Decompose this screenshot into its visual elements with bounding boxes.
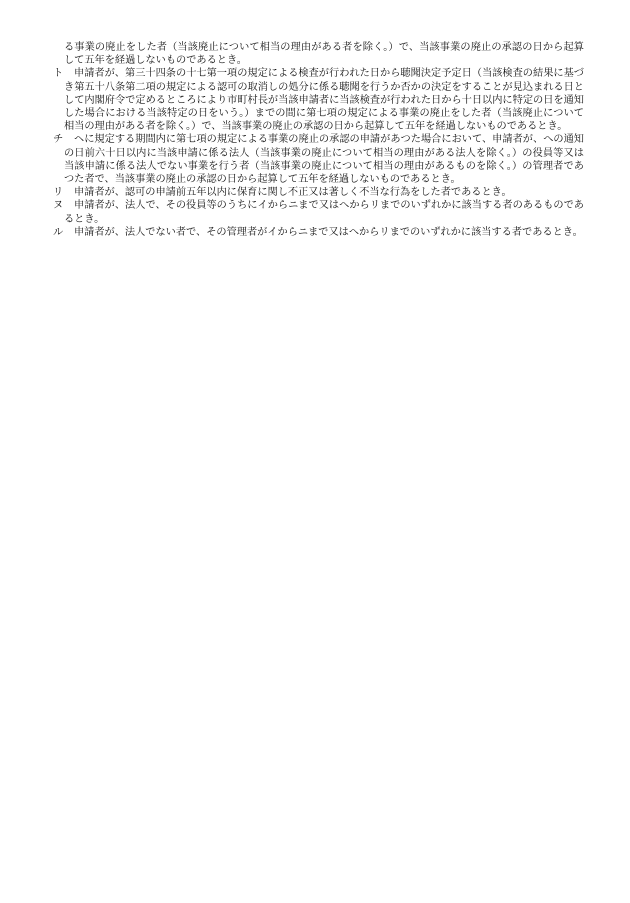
clause-text: ヘに規定する期間内に第七項の規定による事業の廃止の承認の申請があつた場合において、申請者が、への通知の日前六十日以内に当該申請に係る法人（当該事業の廃止について相当の理由がある法人を除く。）の役員等又は当該申請に係る法人でない事業を行う者（当該事業の廃止について相当の理由があるものを除く。）の管理者であつた者で、当該事業の廃止の承認の日から起算して五年を経過しないものであるとき。 bbox=[64, 134, 584, 186]
clause-text: 申請者が、法人で、その役員等のうちにイからニまで又はへからリまでのいずれかに該当する者のあるものであるとき。 bbox=[64, 200, 584, 225]
clause-text: 申請者が、認可の申請前五年以内に保育に関し不正又は著しく不当な行為をした者であるとき。 bbox=[74, 187, 512, 199]
clause-marker: ト bbox=[53, 68, 64, 80]
clause-continuation bbox=[53, 41, 584, 67]
clause-ri bbox=[53, 186, 584, 199]
clause-marker: リ bbox=[53, 187, 64, 199]
clause-chi bbox=[53, 133, 584, 186]
clause-to bbox=[53, 67, 584, 133]
clause-nu bbox=[53, 199, 584, 225]
clause-marker: ヌ bbox=[53, 200, 64, 212]
clause-marker: ル bbox=[53, 226, 64, 238]
clause-text: る事業の廃止をした者（当該廃止について相当の理由がある者を除く。）で、当該事業の廃止の承認の日から起算して五年を経過しないものであるとき。 bbox=[64, 42, 584, 67]
clause-text: 申請者が、第三十四条の十七第一項の規定による検査が行われた日から聴聞決定予定日（当該検査の結果に基づき第五十八条第二項の規定による認可の取消しの処分に係る聴聞を行うか否かの決定をすることが見込まれる日として内閣府令で定めるところにより市町村長が当該申請者に当該検査が行われた日から十日以内に特定の日を通知した場合における当該特定の日をいう。）までの間に第七項の規定による事業の廃止をした者（当該廃止について相当の理由がある者を除く。）で、当該事業の廃止の承認の日から起算して五年を経過しないものであるとき。 bbox=[64, 68, 584, 133]
clause-ru bbox=[53, 226, 584, 239]
clause-marker: チ bbox=[53, 134, 64, 146]
clause-text: 申請者が、法人でない者で、その管理者がイからニまで又はへからリまでのいずれかに該当する者であるとき。 bbox=[74, 226, 583, 238]
